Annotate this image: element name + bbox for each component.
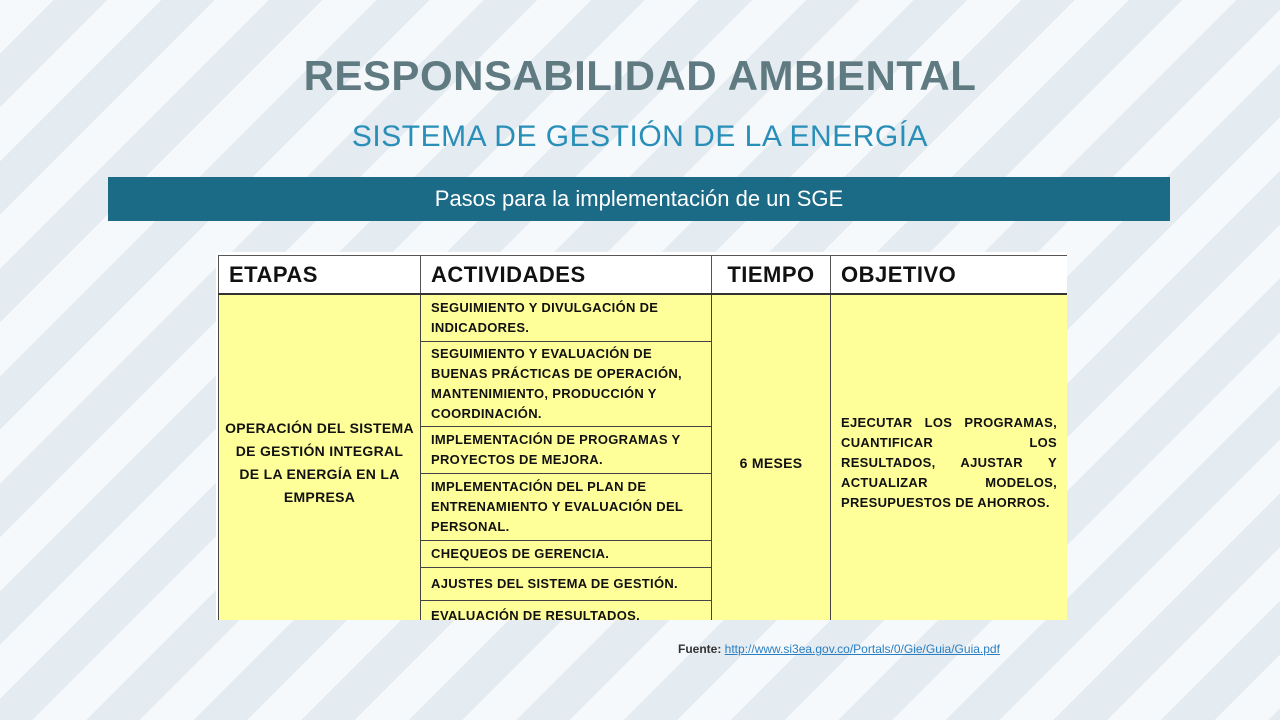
- header-actividades: ACTIVIDADES: [421, 256, 712, 295]
- activity-cell: AJUSTES DEL SISTEMA DE GESTIÓN.: [421, 568, 712, 601]
- header-tiempo: TIEMPO: [712, 256, 831, 295]
- activity-cell: IMPLEMENTACIÓN DE PROGRAMAS Y PROYECTOS DE MEJORA.: [421, 427, 712, 474]
- activity-cell: SEGUIMIENTO Y DIVULGACIÓN DE INDICADORES.: [421, 294, 712, 342]
- time-cell: 6 MESES: [712, 294, 831, 620]
- stage-cell: OPERACIÓN DEL SISTEMA DE GESTIÓN INTEGRAL DE LA ENERGÍA EN LA EMPRESA: [219, 294, 421, 620]
- slide-subtitle: SISTEMA DE GESTIÓN DE LA ENERGÍA: [351, 120, 929, 153]
- sge-table-image: [216, 252, 1067, 620]
- table-row: [219, 294, 1068, 342]
- activity-cell: SEGUIMIENTO Y EVALUACIÓN DE BUENAS PRÁCTICAS DE OPERACIÓN, MANTENIMIENTO, PRODUCCIÓN Y COORDINACIÓN.: [421, 342, 712, 427]
- source-link[interactable]: http://www.si3ea.gov.co/Portals/0/Gie/Guia/Guia.pdf: [724, 642, 1000, 656]
- slide-title: RESPONSABILIDAD AMBIENTAL: [303, 52, 977, 99]
- objective-cell: EJECUTAR LOS PROGRAMAS, CUANTIFICAR LOS RESULTADOS, AJUSTAR Y ACTUALIZAR MODELOS, PRESUPUESTOS DE AHORROS.: [831, 294, 1068, 620]
- source-citation: [678, 642, 1000, 656]
- activity-cell: IMPLEMENTACIÓN DEL PLAN DE ENTRENAMIENTO Y EVALUACIÓN DEL PERSONAL.: [421, 474, 712, 541]
- activity-cell: CHEQUEOS DE GERENCIA.: [421, 541, 712, 568]
- activity-cell: EVALUACIÓN DE RESULTADOS.: [421, 601, 712, 621]
- section-banner: Pasos para la implementación de un SGE: [108, 177, 1170, 221]
- table-header-row: [219, 256, 1068, 295]
- header-objetivo: OBJETIVO: [831, 256, 1068, 295]
- header-etapas: ETAPAS: [219, 256, 421, 295]
- sge-steps-table: [218, 255, 1067, 620]
- source-label: Fuente:: [678, 642, 725, 656]
